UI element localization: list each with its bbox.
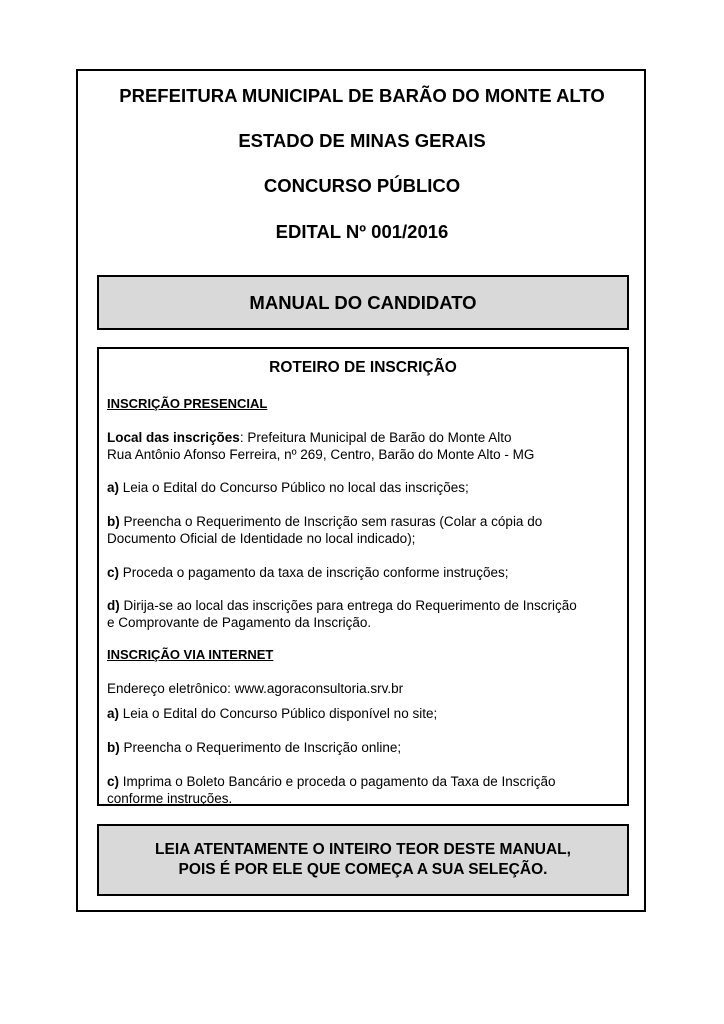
- internet-step-a-label: a): [107, 706, 120, 721]
- step-b-label: b): [107, 514, 120, 529]
- endereco-eletronico: Endereço eletrônico: www.agoraconsultoria.srv.br: [107, 681, 404, 696]
- presencial-step-c: [107, 564, 627, 581]
- header-concurso: CONCURSO PÚBLICO: [263, 175, 461, 196]
- internet-step-c-text: Imprima o Boleto Bancário e proceda o pagamento da Taxa de Inscrição: [119, 774, 556, 789]
- local-value: : Prefeitura Municipal de Barão do Monte Alto: [239, 430, 512, 445]
- manual-title: MANUAL DO CANDIDATO: [249, 291, 477, 313]
- step-b-text: Preencha o Requerimento de Inscrição sem rasuras (Colar a cópia do: [119, 514, 543, 529]
- roteiro-title: ROTEIRO DE INSCRIÇÃO: [269, 359, 457, 376]
- presencial-step-a: [107, 479, 627, 496]
- internet-step-b-label: b): [107, 740, 120, 755]
- internet-step-b-text: Preencha o Requerimento de Inscrição online;: [119, 740, 402, 755]
- internet-step-c-label: c): [107, 774, 120, 789]
- internet-step-a-text: Leia o Edital do Concurso Público disponível no site;: [119, 706, 438, 721]
- local-line: [107, 429, 627, 446]
- internet-step-b: [107, 739, 627, 756]
- header-prefeitura: PREFEITURA MUNICIPAL DE BARÃO DO MONTE ALTO: [119, 85, 605, 106]
- presencial-step-d: [107, 597, 627, 614]
- step-a-text: Leia o Edital do Concurso Público no local das inscrições;: [119, 480, 469, 495]
- presencial-heading: INSCRIÇÃO PRESENCIAL: [107, 396, 268, 411]
- internet-heading: INSCRIÇÃO VIA INTERNET: [107, 647, 274, 662]
- presencial-step-b-cont: Documento Oficial de Identidade no local indicado);: [107, 531, 416, 546]
- roteiro-box: [97, 347, 629, 806]
- local-label: Local das inscrições: [107, 430, 240, 445]
- step-c-label: c): [107, 565, 120, 580]
- internet-heading-line: [107, 646, 627, 663]
- step-a-label: a): [107, 480, 120, 495]
- step-d-label: d): [107, 598, 120, 613]
- address-line: Rua Antônio Afonso Ferreira, nº 269, Centro, Barão do Monte Alto - MG: [107, 447, 535, 462]
- manual-title-box: [97, 275, 629, 330]
- internet-step-a: [107, 705, 627, 722]
- internet-step-c: [107, 773, 627, 790]
- presencial-step-d-cont: e Comprovante de Pagamento da Inscrição.: [107, 615, 372, 630]
- header-estado: ESTADO DE MINAS GERAIS: [238, 130, 486, 151]
- footer-line-1: LEIA ATENTAMENTE O INTEIRO TEOR DESTE MANUAL,: [155, 841, 571, 858]
- footer-notice-box: [97, 824, 629, 896]
- header-edital: EDITAL Nº 001/2016: [275, 221, 449, 242]
- footer-line-2: POIS É POR ELE QUE COMEÇA A SUA SELEÇÃO.: [178, 861, 548, 878]
- presencial-step-b: [107, 513, 627, 530]
- presencial-heading-line: [107, 395, 627, 412]
- step-d-text: Dirija-se ao local das inscrições para entrega do Requerimento de Inscrição: [119, 598, 577, 613]
- internet-step-c-cont: conforme instruções.: [107, 791, 233, 806]
- step-c-text: Proceda o pagamento da taxa de inscrição conforme instruções;: [119, 565, 509, 580]
